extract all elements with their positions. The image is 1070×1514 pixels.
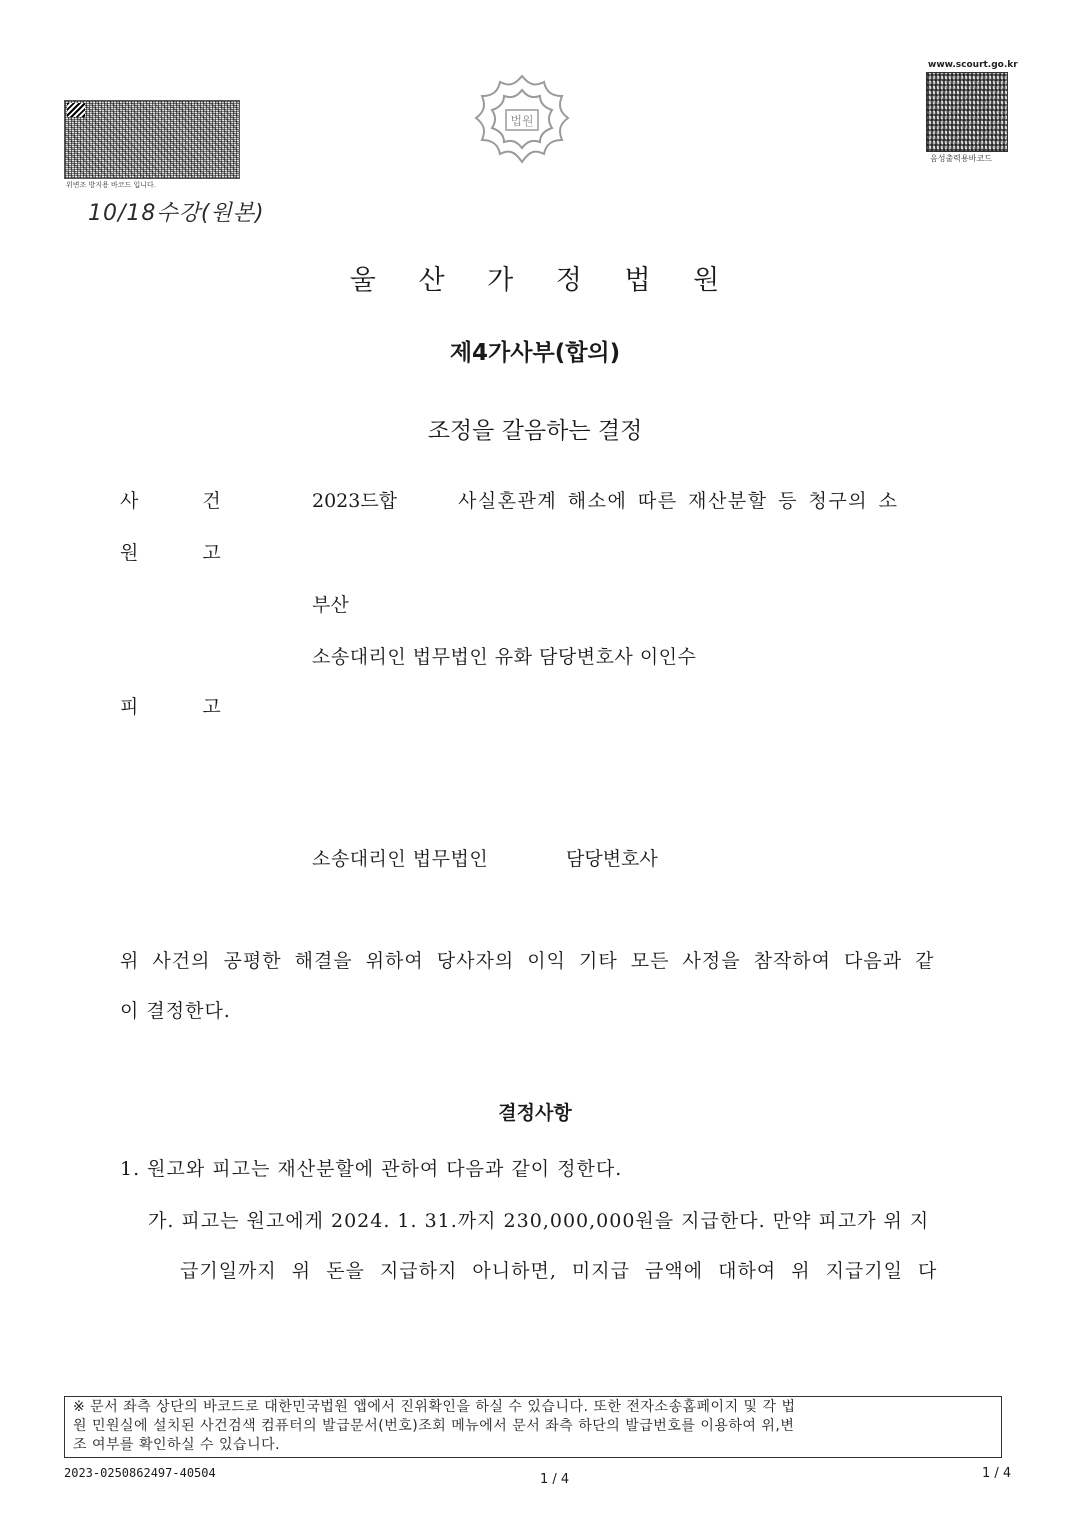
- division-name: 제4가사부(합의): [449, 340, 621, 366]
- plaintiff-address: 부산: [312, 594, 349, 616]
- handwritten-note: 10/18수강(원본): [88, 201, 265, 226]
- qr-url: www.scourt.go.kr: [928, 60, 1018, 70]
- preamble-line-1: 위 사건의 공평한 해결을 위하여 당사자의 이익 기타 모든 사정을 참작하여 다음과 같: [120, 950, 935, 972]
- barcode-corner-mark: [67, 103, 85, 117]
- case-title: 사실혼관계 해소에 따른 재산분할 등 청구의 소: [458, 490, 899, 512]
- court-name: 울 산 가 정 법 원: [349, 265, 737, 296]
- plaintiff-label: 원 고: [120, 542, 221, 564]
- court-seal-icon: [470, 72, 574, 168]
- barcode-caption: 위변조 방지용 바코드 입니다.: [66, 181, 157, 189]
- preamble-line-2: 이 결정한다.: [120, 1000, 231, 1022]
- anti-forgery-barcode: [64, 100, 240, 179]
- case-number: 2023드합: [312, 490, 398, 512]
- notice-line-3: 조 여부를 확인하실 수 있습니다.: [73, 1437, 281, 1453]
- page-number-right: 1 / 4: [982, 1466, 1012, 1481]
- defendant-counsel-suffix: 담당변호사: [566, 848, 658, 870]
- document-title: 조정을 갈음하는 결정: [427, 418, 643, 444]
- item-1: 1. 원고와 피고는 재산분할에 관하여 다음과 같이 정한다.: [120, 1158, 623, 1180]
- item-1-ga-line-2: 급기일까지 위 돈을 지급하지 아니하면, 미지급 금액에 대하여 위 지급기일 다: [180, 1260, 938, 1282]
- case-label: 사 건: [120, 490, 221, 512]
- page-number-center: 1 / 4: [540, 1472, 570, 1487]
- verification-notice: [64, 1396, 1002, 1458]
- defendant-label: 피 고: [120, 696, 221, 718]
- defendant-counsel-prefix: 소송대리인 법무법인: [312, 848, 489, 870]
- section-heading: 결정사항: [498, 1102, 572, 1124]
- qr-caption: 음성출력용바코드: [930, 154, 992, 163]
- voice-output-qr-code: [926, 72, 1008, 152]
- issue-number: 2023-0250862497-40504: [64, 1466, 216, 1480]
- notice-line-1: ※ 문서 좌측 상단의 바코드로 대한민국법원 앱에서 진위확인을 하실 수 있습니다. 또한 전자소송홈페이지 및 각 법: [73, 1399, 796, 1415]
- seal-text: 법원: [510, 114, 534, 128]
- item-1-ga-line-1: 가. 피고는 원고에게 2024. 1. 31.까지 230,000,000원을 지급한다. 만약 피고가 위 지: [148, 1210, 930, 1232]
- notice-line-2: 원 민원실에 설치된 사건검색 컴퓨터의 발급문서(번호)조회 메뉴에서 문서 좌측 하단의 발급번호를 이용하여 위,변: [73, 1418, 795, 1434]
- plaintiff-counsel: 소송대리인 법무법인 유화 담당변호사 이인수: [312, 646, 697, 668]
